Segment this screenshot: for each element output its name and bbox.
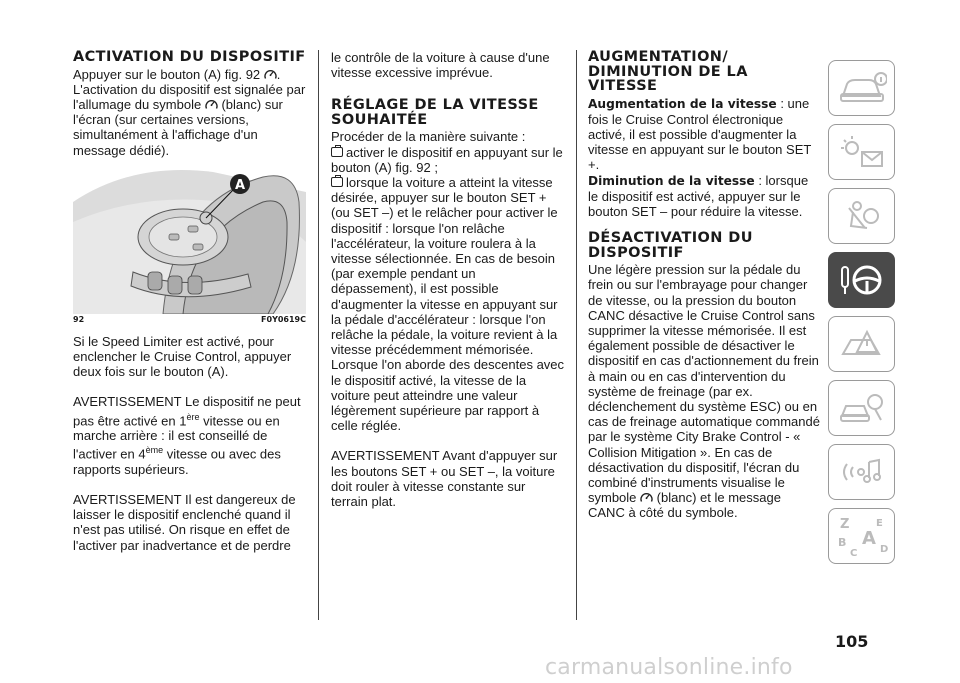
section-heading-activation: ACTIVATION DU DISPOSITIF [73,49,306,65]
column-divider [318,50,319,620]
paragraph [73,67,306,158]
bullet-icon [331,177,343,187]
tab-safety[interactable] [828,188,895,244]
steering-wheel-key-icon [837,261,887,299]
cruise-control-icon [640,492,653,503]
text: (blanc) sur l'écran (sur certaines versions, simultanément à l'affichage d'un message dédié). [73,96,283,158]
text: vitesse ou en marche arrière : il est conseillé de l'activer en 4 [73,412,280,462]
figure-code: F0Y0619C [261,314,306,324]
figure-number: 92 [73,314,85,324]
section-heading-desactivation: DÉSACTIVATION DU DISPOSITIF [588,230,753,261]
superscript: ère [186,411,200,422]
paragraph [588,173,820,220]
cruise-control-icon [264,69,277,80]
run-in-heading: Augmentation de la vitesse [588,96,777,111]
alphabetical-index-icon [834,514,890,558]
superscript: ème [145,445,164,456]
column-3 [588,50,820,521]
text: : lorsque le dispositif est activé, appuyer sur le bouton SET – pour réduire la vitesse. [588,172,809,219]
index-letter: E [875,518,883,529]
text: . [276,66,281,82]
bullet-icon [331,147,343,157]
tab-index[interactable] [828,508,895,564]
paragraph: Procéder de la manière suivante : [331,129,526,145]
list-item [331,145,565,175]
tab-warning-lights[interactable] [828,124,895,180]
watermark: carmanualsonline.info [545,655,793,680]
paragraph [588,96,820,173]
text: vitesse ou avec des rapports supérieurs. [73,446,281,477]
section-heading-reglage: RÉGLAGE DE LA VITESSE SOUHAITÉE [331,97,539,128]
paragraph [588,262,820,520]
index-letter: Z [839,517,849,532]
chapter-tabs [828,60,895,572]
tab-multimedia[interactable] [828,444,895,500]
tab-starting-driving[interactable] [828,252,895,308]
page-number: 105 [835,632,869,651]
paragraph-warning: AVERTISSEMENT Avant d'appuyer sur les boutons SET + ou SET –, la voiture doit rouler à vitesse constante sur terrain plat. [331,448,558,510]
index-letter: D [879,544,888,555]
paragraph-warning [73,394,306,477]
column-divider [576,50,577,620]
figure-caption [73,315,306,324]
text: Appuyer sur le bouton (A) fig. 92 [73,66,261,82]
figure-label-a: A [234,177,246,193]
text: Une légère pression sur la pédale du frein ou sur l'embrayage pour changer de vitesse, ou la pression du bouton CANC désactive le Cruise Control sans supprimer la vitesse mémorisée. Il est également possible de désactiver le dispositif en cas d'actionnement du frein à main ou en cas d'intervention du système de freinage (par ex. déclenchement du système ESC) ou en cas de freinage automatique commandé par le système City Brake Control - « Collision Mitigation ». En cas de désactivation du dispositif, l'écran du combiné d'instruments visualise le symbole [588,262,820,506]
cruise-control-icon [205,99,218,110]
tab-dashboard[interactable] [828,60,895,116]
text: AVERTISSEMENT Le dispositif ne peut pas être activé en 1 [73,394,301,428]
text: activer le dispositif en appuyant sur le bouton (A) fig. 92 ; [331,144,563,175]
tab-emergency[interactable] [828,316,895,372]
paragraph-warning: AVERTISSEMENT Il est dangereux de laisser le dispositif enclenché quand il n'est pas utilisé. On risque en effet de l'activer par inadvertance et de perdre [73,492,296,553]
column-1 [73,50,306,553]
index-letter: A [861,528,876,549]
text: L'activation du dispositif est signalée par l'allumage du symbole [73,81,306,112]
steering-wheel-figure [73,162,306,314]
car-info-icon [837,70,887,106]
text: : une fois le Cruise Control électronique activé, il est possible d'augmenter la vitesse en appuyant sur le bouton SET +. [588,95,812,173]
paragraph: le contrôle de la voiture à cause d'une vitesse excessive imprévue. [331,50,550,81]
list-item [331,175,565,433]
index-letter: B [837,536,846,549]
car-maintenance-icon [837,390,887,426]
emergency-icon [837,326,887,362]
steering-wheel-illustration [73,162,306,314]
text: (blanc) et le message CANC à côté du symbole. [588,490,781,521]
run-in-heading: Diminution de la vitesse [588,173,755,188]
index-letter: C [849,548,857,558]
text: lorsque la voiture a atteint la vitesse désirée, appuyer sur le bouton SET + (ou SET –) et le relâcher pour activer le dispositif : lorsque l'on relâche l'accélérateur, la voiture roulera à la vitesse sélectionnée. En cas de besoin (par exemple pendant un dépassement), il est possible d'augmenter la vitesse en appuyant sur la pédale d'accélérateur : lorsque l'on relâche la pédale, la voiture revient à la vitesse précédemment mémorisée. Lorsque l'on aborde des descentes avec le dispositif activé, la vitesse de la voiture peut atteindre une valeur légèrement supérieure par rapport à celle réglée. [331,175,565,434]
light-and-message-icon [837,134,887,170]
column-2 [331,50,565,509]
multimedia-icon [837,454,887,490]
tab-maintenance[interactable] [828,380,895,436]
paragraph: Si le Speed Limiter est activé, pour enclencher le Cruise Control, appuyer deux fois sur le bouton (A). [73,333,292,380]
seat-airbag-icon [837,198,887,234]
section-heading-augmentation: AUGMENTATION/ DIMINUTION DE LA VITESSE [588,49,748,94]
